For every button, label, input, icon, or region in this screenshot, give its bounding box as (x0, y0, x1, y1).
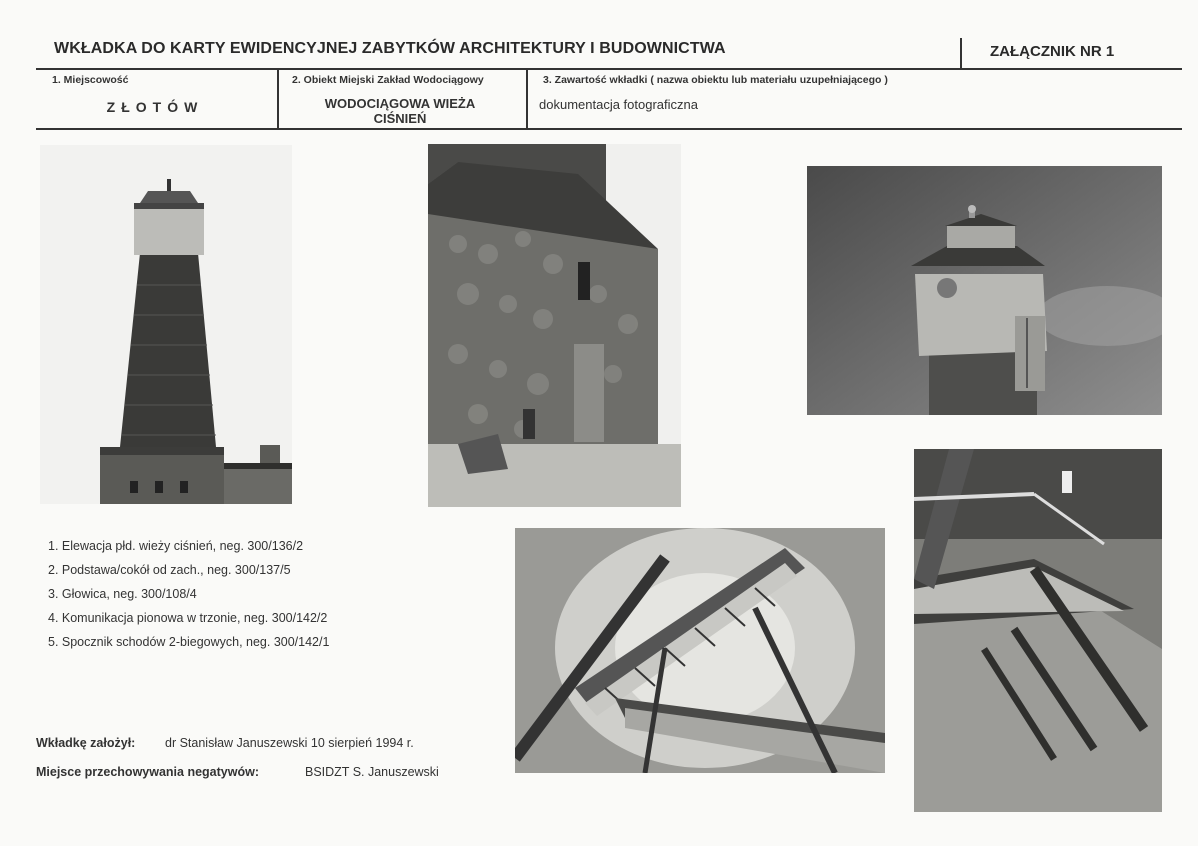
annex-number: ZAŁĄCZNIK NR 1 (990, 43, 1115, 60)
storage-label: Miejsce przechowywania negatywów: (36, 765, 259, 779)
photo-tower-base (428, 144, 681, 507)
object-value: WODOCIĄGOWA WIEŻA CIŚNIEŃ (324, 96, 476, 126)
caption-item-3: 3. Głowica, neg. 300/108/4 (48, 587, 197, 601)
field-divider-2 (526, 70, 528, 128)
locality-value: ZŁOTÓW (106, 99, 204, 115)
caption-item-5: 5. Spocznik schodów 2-biegowych, neg. 300/142/1 (48, 635, 330, 649)
header-divider (960, 38, 962, 70)
tower-base-image (428, 144, 681, 507)
storage-value: BSIDZT S. Januszewski (305, 765, 439, 779)
card-title: WKŁADKA DO KARTY EWIDENCYJNEJ ZABYTKÓW ARCHITEKTURY I BUDOWNICTWA (54, 40, 726, 57)
stair-shaft-image (515, 528, 885, 773)
photo-stair-landing (914, 449, 1162, 812)
tower-head-image (807, 166, 1162, 415)
header-rule-top (36, 68, 1182, 70)
contents-value: dokumentacja fotograficzna (539, 97, 698, 112)
field-divider-1 (277, 70, 279, 128)
stair-landing-image (914, 449, 1162, 812)
founder-value: dr Stanisław Januszewski 10 sierpień 1994 r. (165, 736, 414, 750)
caption-item-1: 1. Elewacja płd. wieży ciśnień, neg. 300/136/2 (48, 539, 304, 553)
photo-captions-list (48, 538, 329, 658)
photo-tower-elevation (40, 145, 292, 504)
contents-label: 3. Zawartość wkładki ( nazwa obiektu lub materiału uzupełniającego ) (543, 74, 888, 86)
photo-stair-shaft (515, 528, 885, 773)
founder-label: Wkładkę założył: (36, 736, 136, 750)
caption-item-2: 2. Podstawa/cokół od zach., neg. 300/137/5 (48, 563, 291, 577)
locality-label: 1. Miejscowość (52, 74, 129, 86)
photo-tower-head (807, 166, 1162, 415)
caption-item-4: 4. Komunikacja pionowa w trzonie, neg. 300/142/2 (48, 611, 328, 625)
header-rule-bottom (36, 128, 1182, 130)
object-label: 2. Obiekt Miejski Zakład Wodociągowy (292, 74, 484, 86)
tower-elevation-image (40, 145, 292, 504)
